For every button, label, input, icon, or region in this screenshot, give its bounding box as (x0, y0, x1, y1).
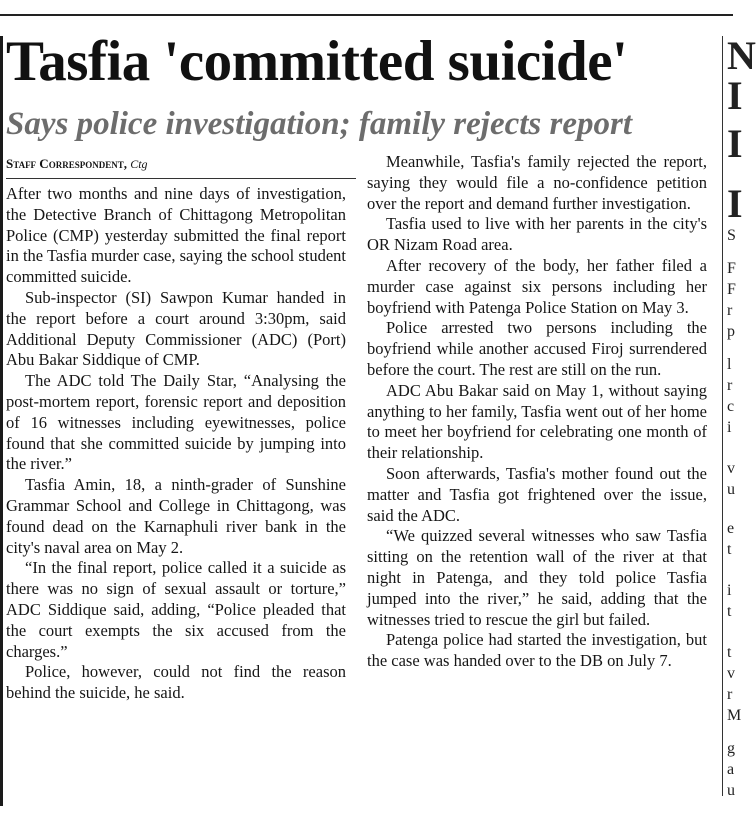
edge-text-letter: u (727, 782, 735, 799)
edge-text-letter: t (727, 603, 732, 620)
paragraph: Meanwhile, Tasfia's family rejected the report, saying they would file a no-confidence petition over the report and demand further investigation. (367, 152, 707, 213)
edge-text-letter: t (727, 644, 732, 661)
edge-text-letter: u (727, 481, 735, 498)
edge-text-letter: l (727, 356, 732, 373)
column-divider (722, 36, 723, 796)
edge-text-letter: g (727, 740, 735, 757)
paragraph: ADC Abu Bakar said on May 1, without saying anything to her family, Tasfia went out of her home to meet her boyfriend for celebrating one month of their relationship. (367, 380, 707, 463)
paragraph: Sub-inspector (SI) Sawpon Kumar handed in the report before a court around 3:30pm, said Additional Deputy Commissioner (ADC) (Port) Abu Bakar Siddique of CMP. (6, 287, 346, 370)
byline-rule (6, 178, 356, 179)
paragraph: After recovery of the body, her father filed a murder case against six persons including her boyfriend with Patenga Police Station on May 3. (367, 255, 707, 317)
edge-text-letter: F (727, 281, 736, 298)
paragraph: Tasfia used to live with her parents in the city's OR Nizam Road area. (367, 214, 707, 255)
edge-text-letter: r (727, 686, 733, 703)
edge-text-letter: M (727, 707, 742, 724)
edge-text-letter: a (727, 761, 735, 778)
edge-text-letter: F (727, 260, 736, 277)
edge-text-letter: i (727, 419, 732, 436)
paragraph: Patenga police had started the investigation, but the case was handed over to the DB on July 7. (367, 630, 707, 671)
edge-headline-letter: I (727, 73, 743, 118)
edge-text-letter: r (727, 377, 733, 394)
edge-text-letter: c (727, 398, 735, 415)
paragraph: Tasfia Amin, 18, a ninth-grader of Sunshine Grammar School and College in Chittagong, was found dead on the Karnaphuli river bank in the city's naval area on May 2. (6, 475, 346, 557)
byline-author: Staff Correspondent, (6, 156, 127, 171)
paragraph: Soon afterwards, Tasfia's mother found out the matter and Tasfia got frightened over the issue, said the ADC. (367, 463, 707, 525)
byline (6, 156, 148, 172)
page-left-edge (0, 36, 3, 806)
edge-text-letter: r (727, 302, 733, 319)
paragraph: Police, however, could not find the reason behind the suicide, he said. (6, 662, 346, 703)
edge-text-letter: e (727, 520, 735, 537)
byline-location: Ctg (130, 157, 148, 171)
edge-byline-letter: S (727, 227, 736, 244)
edge-headline-letter: I (727, 181, 743, 226)
subheadline: Says police investigation; family rejects report (6, 106, 633, 142)
edge-text-letter: i (727, 582, 732, 599)
paragraph: “In the final report, police called it a suicide as there was no sign of sexual assault or torture,” ADC Siddique said, adding, “Police pleaded that the court exempts the six accused from the charges.” (6, 558, 346, 661)
edge-text-letter: v (727, 460, 735, 477)
article-column-1 (6, 184, 346, 704)
article-column-2 (367, 152, 707, 672)
adjacent-article-edge (727, 33, 756, 806)
paragraph: The ADC told The Daily Star, “Analysing the post-mortem report, forensic report and deposition of 16 witnesses including eyewitnesses, police found that she committed suicide by jumping into the river.” (6, 371, 346, 474)
edge-headline-letter: I (727, 121, 743, 166)
top-rule (0, 14, 733, 16)
edge-headline-letter: N (727, 33, 756, 78)
paragraph: Police arrested two persons including the boyfriend while another accused Firoj surrendered before the court. The rest are still on the run. (367, 318, 707, 379)
paragraph: After two months and nine days of investigation, the Detective Branch of Chittagong Metropolitan Police (CMP) yesterday submitted the final report in the Tasfia murder case, saying the school student committed suicide. (6, 184, 346, 287)
edge-text-letter: t (727, 541, 732, 558)
edge-text-letter: p (727, 323, 735, 340)
paragraph: “We quizzed several witnesses who saw Tasfia sitting on the retention wall of the river at that night in Patenga, and they told police Tasfia jumped into the river,” he said, adding that the witnesses tried to rescue the girl but failed. (367, 526, 707, 629)
edge-text-letter: v (727, 665, 735, 682)
headline: Tasfia 'committed suicide' (6, 30, 628, 93)
